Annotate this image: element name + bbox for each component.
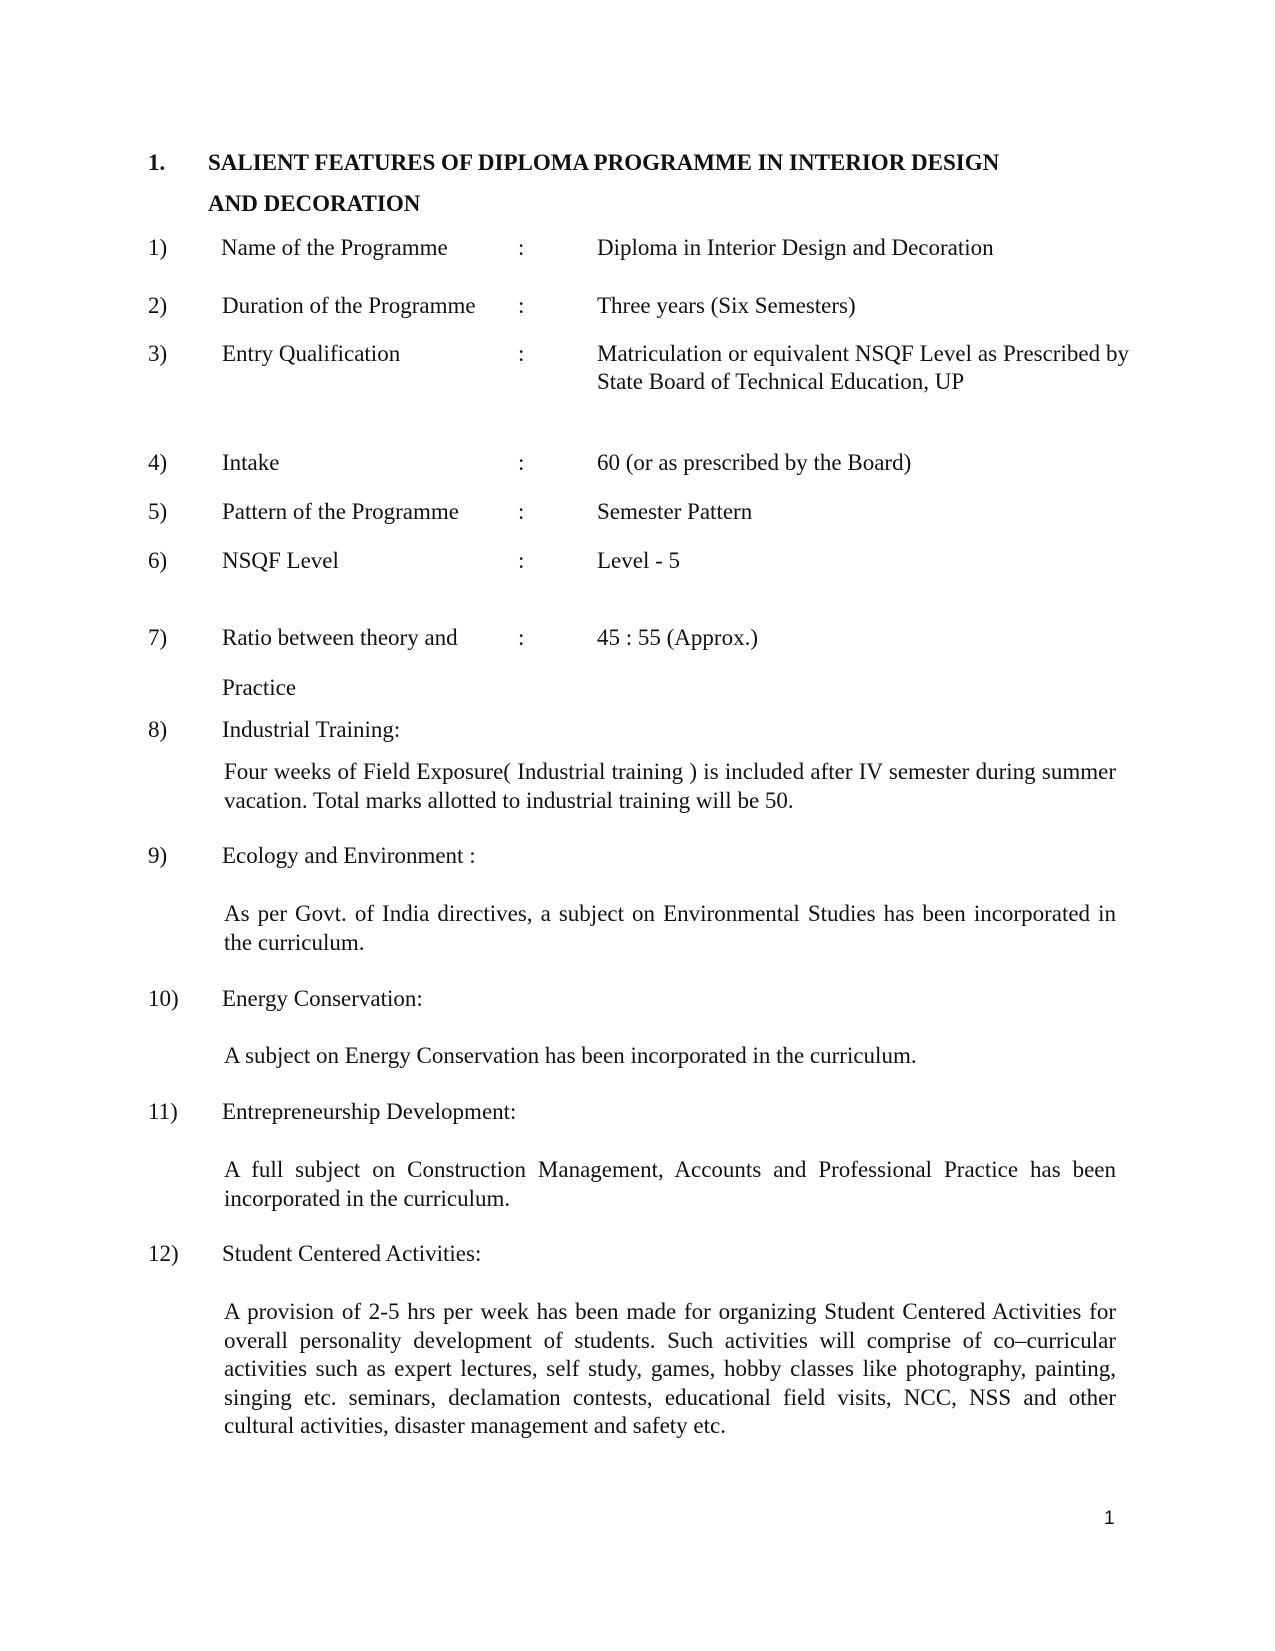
- item-number: 11): [148, 1099, 178, 1124]
- item-label: NSQF Level: [222, 548, 339, 573]
- item-number: 7): [148, 625, 168, 650]
- item-value: 45 : 55 (Approx.): [597, 625, 758, 650]
- item-label: Duration of the Programme: [222, 293, 476, 318]
- item-number: 9): [148, 843, 168, 868]
- item-value: Semester Pattern: [597, 499, 753, 524]
- item-separator: :: [518, 625, 525, 650]
- item-number: 2): [148, 293, 168, 318]
- section-title-line2: AND DECORATION: [208, 191, 421, 216]
- item-value: Level - 5: [597, 548, 681, 573]
- item-number: 6): [148, 548, 168, 573]
- item-value: Three years (Six Semesters): [597, 293, 856, 318]
- item-separator: :: [518, 235, 525, 260]
- item-label: Ratio between theory and: [222, 625, 458, 650]
- item-body: As per Govt. of India directives, a subject on Environmental Studies has been incorporated in the curriculum.: [224, 901, 1116, 955]
- item-label: Student Centered Activities:: [222, 1241, 482, 1266]
- item-label: Name of the Programme: [221, 235, 448, 260]
- item-label: Energy Conservation:: [222, 986, 423, 1011]
- section-number: 1.: [148, 150, 166, 175]
- item-value: 60 (or as prescribed by the Board): [597, 450, 912, 475]
- item-number: 8): [148, 717, 168, 742]
- item-separator: :: [518, 499, 525, 524]
- item-number: 1): [148, 235, 168, 260]
- section-title-line1: SALIENT FEATURES OF DIPLOMA PROGRAMME IN INTERIOR DESIGN: [208, 150, 1000, 175]
- item-body: A provision of 2-5 hrs per week has been made for organizing Student Centered Activities for overall personality development of students. Such activities will comprise of co–curricular activities such as expert lectures, self study, games, hobby classes like photography, painting, singing etc. seminars, declamation contests, educational field visits, NCC, NSS and other cultural activities, disaster management and safety etc.: [224, 1299, 1116, 1438]
- item-label: Pattern of the Programme: [222, 499, 459, 524]
- item-separator: :: [518, 293, 525, 318]
- item-separator: :: [518, 450, 525, 475]
- item-number: 5): [148, 499, 168, 524]
- item-number: 12): [148, 1241, 179, 1266]
- item-separator: :: [518, 548, 525, 573]
- item-label: Entry Qualification: [222, 341, 401, 366]
- item-label: Entrepreneurship Development:: [222, 1099, 517, 1124]
- item-separator: :: [518, 341, 525, 366]
- item-body: A full subject on Construction Management, Accounts and Professional Practice has been incorporated in the curriculum.: [224, 1157, 1116, 1211]
- item-number: 10): [148, 986, 179, 1011]
- item-number: 3): [148, 341, 168, 366]
- item-number: 4): [148, 450, 168, 475]
- page-number: 1: [1104, 1508, 1115, 1529]
- item-value: Matriculation or equivalent NSQF Level as Prescribed by State Board of Technical Education, UP: [597, 341, 1129, 394]
- item-body: Four weeks of Field Exposure( Industrial training ) is included after IV semester during summer vacation. Total marks allotted to industrial training will be 50.: [224, 759, 1116, 813]
- item-body: A subject on Energy Conservation has been incorporated in the curriculum.: [224, 1043, 917, 1068]
- item-label: Ecology and Environment :: [222, 843, 476, 868]
- item-label: Industrial Training:: [222, 717, 401, 742]
- item-label-continued: Practice: [222, 675, 297, 700]
- item-label: Intake: [222, 450, 280, 475]
- item-value: Diploma in Interior Design and Decoration: [597, 235, 994, 260]
